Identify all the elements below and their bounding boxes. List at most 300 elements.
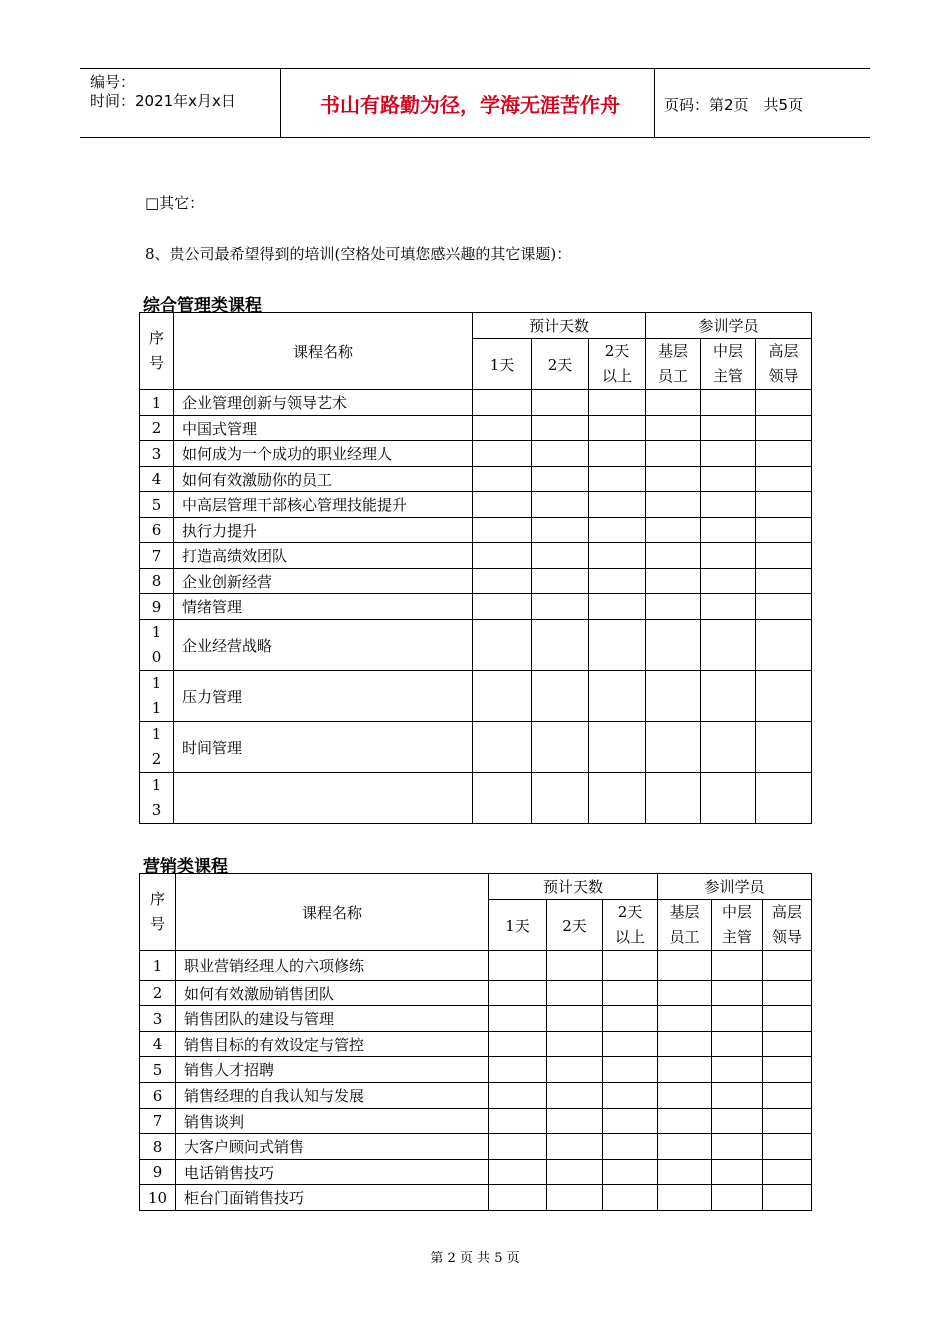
row-seq-text: 9 (151, 597, 162, 616)
base-staff-checkbox-cell[interactable] (658, 1109, 712, 1134)
row-seq (140, 1006, 176, 1032)
table-row (140, 543, 812, 569)
day2plus-checkbox-cell[interactable] (589, 441, 646, 467)
day1-header-text: 1天 (505, 916, 530, 935)
row-seq (140, 981, 176, 1006)
middle-manager-checkbox-cell[interactable] (701, 492, 756, 518)
table-row (140, 441, 812, 467)
table-row (140, 1134, 812, 1160)
day2-header-text: 2天 (562, 916, 587, 935)
base-staff-checkbox-cell[interactable] (658, 1057, 712, 1083)
table-row (140, 1006, 812, 1032)
day2plus-checkbox-cell[interactable] (589, 620, 646, 671)
row-seq-text: 4 (152, 1035, 163, 1053)
day1-checkbox-cell[interactable] (489, 1032, 547, 1057)
day2-checkbox-cell[interactable] (547, 951, 603, 981)
day2-checkbox-cell[interactable] (547, 1006, 603, 1032)
day2-header (547, 900, 603, 951)
base-staff-checkbox-cell[interactable] (646, 773, 701, 824)
course-name (176, 1185, 489, 1211)
row-seq (140, 467, 174, 492)
day2plus-checkbox-cell[interactable] (603, 1160, 658, 1185)
day2-checkbox-cell[interactable] (532, 492, 589, 518)
course-name-text: 销售经理的自我认知与发展 (184, 1087, 365, 1105)
senior-leader-checkbox-cell[interactable] (756, 594, 812, 620)
day2plus-header (603, 900, 658, 951)
day2-checkbox-cell[interactable] (547, 1083, 603, 1109)
course-name (174, 492, 473, 518)
row-seq-text: 6 (151, 521, 162, 539)
row-seq-text: 6 (152, 1086, 163, 1105)
day1-checkbox-cell[interactable] (489, 1185, 547, 1211)
day1-checkbox-cell[interactable] (473, 722, 532, 773)
base-staff-header (646, 339, 701, 390)
day2plus-checkbox-cell[interactable] (589, 722, 646, 773)
day1-checkbox-cell[interactable] (473, 543, 532, 569)
middle-manager-checkbox-cell[interactable] (701, 620, 756, 671)
section2-title: 营销类课程 (143, 857, 228, 877)
number-label: 编号： (90, 73, 136, 91)
course-name (174, 594, 473, 620)
day1-checkbox-cell[interactable] (489, 1083, 547, 1109)
senior-leader-checkbox-cell[interactable] (763, 1185, 812, 1211)
day2plus-checkbox-cell[interactable] (603, 1057, 658, 1083)
base-staff-checkbox-cell[interactable] (658, 1185, 712, 1211)
day2plus-header-text: 2天 (617, 903, 643, 921)
course-name-text: 职业营销经理人的六项修练 (184, 957, 365, 975)
day1-checkbox-cell[interactable] (473, 569, 532, 594)
days-group-header-text: 预计天数 (543, 878, 604, 896)
course-name (174, 773, 473, 824)
row-seq-text: 10 (147, 1188, 168, 1207)
course-name (174, 441, 473, 467)
day2plus-checkbox-cell[interactable] (603, 1109, 658, 1134)
row-seq (140, 1083, 176, 1109)
row-seq-text: 5 (152, 1060, 163, 1079)
course-name (176, 1032, 489, 1057)
page-header (80, 68, 870, 138)
table-row (140, 416, 812, 441)
day2-checkbox-cell[interactable] (547, 1032, 603, 1057)
base-staff-header-text: 员工 (669, 928, 700, 946)
base-staff-checkbox-cell[interactable] (646, 467, 701, 492)
day2-header-text: 2天 (547, 355, 573, 374)
senior-leader-checkbox-cell[interactable] (763, 1057, 812, 1083)
middle-manager-checkbox-cell[interactable] (712, 1185, 763, 1211)
day2plus-checkbox-cell[interactable] (603, 1185, 658, 1211)
senior-leader-checkbox-cell[interactable] (756, 773, 812, 824)
row-seq-text: 1 (152, 956, 163, 975)
day2-checkbox-cell[interactable] (532, 722, 589, 773)
course-name-text: 销售人才招聘 (184, 1061, 275, 1079)
senior-leader-checkbox-cell[interactable] (763, 1083, 812, 1109)
base-staff-checkbox-cell[interactable] (646, 671, 701, 722)
course-name (174, 620, 473, 671)
row-seq-text: 1 (151, 776, 162, 794)
day1-checkbox-cell[interactable] (473, 594, 532, 620)
table-row (140, 390, 812, 416)
table-row (140, 620, 812, 671)
middle-manager-checkbox-cell[interactable] (712, 1006, 763, 1032)
course-name-text: 电话销售技巧 (184, 1163, 275, 1182)
base-staff-checkbox-cell[interactable] (646, 543, 701, 569)
course-name-text: 时间管理 (182, 738, 243, 757)
course-name (176, 1057, 489, 1083)
base-staff-checkbox-cell[interactable] (658, 951, 712, 981)
seq-header (140, 874, 176, 951)
day2-checkbox-cell[interactable] (532, 620, 589, 671)
course-name-text: 如何有效激励你的员工 (182, 470, 333, 489)
row-seq-text: 9 (152, 1163, 163, 1181)
course-name-text: 企业经营战略 (182, 636, 273, 655)
base-staff-checkbox-cell[interactable] (646, 441, 701, 467)
day1-checkbox-cell[interactable] (489, 981, 547, 1006)
senior-leader-checkbox-cell[interactable] (756, 416, 812, 441)
header-divider (280, 69, 281, 137)
senior-leader-header-text: 高层 (772, 903, 803, 921)
middle-manager-checkbox-cell[interactable] (712, 1160, 763, 1185)
course-name (176, 1083, 489, 1109)
page-info: 页码：第2页 共5页 (664, 96, 804, 114)
day2plus-checkbox-cell[interactable] (589, 543, 646, 569)
day1-checkbox-cell[interactable] (473, 390, 532, 416)
row-seq-text: 4 (151, 470, 162, 488)
course-name (174, 543, 473, 569)
base-staff-header-text: 员工 (658, 367, 689, 385)
day2-checkbox-cell[interactable] (532, 518, 589, 543)
senior-leader-checkbox-cell[interactable] (756, 441, 812, 467)
middle-manager-checkbox-cell[interactable] (712, 981, 763, 1006)
table-row (140, 1032, 812, 1057)
day1-checkbox-cell[interactable] (489, 1109, 547, 1134)
row-seq (140, 543, 174, 569)
row-seq (140, 594, 174, 620)
day2plus-checkbox-cell[interactable] (603, 1134, 658, 1160)
row-seq (140, 1109, 176, 1134)
day2plus-header-text: 2天 (604, 342, 630, 360)
row-seq (140, 1185, 176, 1211)
middle-manager-checkbox-cell[interactable] (712, 951, 763, 981)
middle-manager-header-text: 中层 (713, 342, 744, 360)
table-row (140, 1109, 812, 1134)
day1-checkbox-cell[interactable] (473, 441, 532, 467)
row-seq-text: 5 (151, 495, 162, 514)
course-name-text: 如何成为一个成功的职业经理人 (182, 445, 393, 463)
table-row (140, 981, 812, 1006)
middle-manager-checkbox-cell[interactable] (701, 441, 756, 467)
day1-header (489, 900, 547, 951)
table-row (140, 1083, 812, 1109)
base-staff-checkbox-cell[interactable] (646, 569, 701, 594)
senior-leader-checkbox-cell[interactable] (756, 492, 812, 518)
table-header-row (140, 313, 812, 339)
senior-leader-checkbox-cell[interactable] (756, 620, 812, 671)
day2plus-checkbox-cell[interactable] (589, 671, 646, 722)
course-name-text: 情绪管理 (182, 598, 243, 616)
row-seq-text: 2 (151, 419, 162, 437)
senior-leader-checkbox-cell[interactable] (756, 518, 812, 543)
base-staff-checkbox-cell[interactable] (658, 981, 712, 1006)
row-seq-text: 1 (151, 725, 162, 743)
day2plus-checkbox-cell[interactable] (589, 390, 646, 416)
middle-manager-checkbox-cell[interactable] (701, 467, 756, 492)
day1-checkbox-cell[interactable] (473, 773, 532, 824)
base-staff-header (658, 900, 712, 951)
day2-checkbox-cell[interactable] (532, 467, 589, 492)
day2plus-checkbox-cell[interactable] (589, 416, 646, 441)
middle-manager-header (701, 339, 756, 390)
course-name-header (176, 874, 489, 951)
row-seq-text: 2 (151, 750, 162, 768)
senior-leader-checkbox-cell[interactable] (763, 951, 812, 981)
row-seq (140, 620, 174, 671)
base-staff-checkbox-cell[interactable] (658, 1160, 712, 1185)
day2plus-checkbox-cell[interactable] (603, 981, 658, 1006)
day1-checkbox-cell[interactable] (473, 416, 532, 441)
course-name (174, 416, 473, 441)
base-staff-checkbox-cell[interactable] (646, 518, 701, 543)
day2-checkbox-cell[interactable] (532, 773, 589, 824)
row-seq (140, 951, 176, 981)
course-name (174, 518, 473, 543)
row-seq-text: 1 (151, 674, 162, 692)
middle-manager-checkbox-cell[interactable] (701, 416, 756, 441)
day2plus-checkbox-cell[interactable] (589, 569, 646, 594)
day2-checkbox-cell[interactable] (532, 569, 589, 594)
row-seq (140, 773, 174, 824)
day2plus-header (589, 339, 646, 390)
day2-checkbox-cell[interactable] (547, 1160, 603, 1185)
day2-checkbox-cell[interactable] (532, 594, 589, 620)
page-footer: 第 2 页 共 5 页 (430, 1251, 520, 1266)
table-row (140, 1185, 812, 1211)
middle-manager-header-text: 中层 (722, 903, 753, 921)
day2plus-checkbox-cell[interactable] (589, 518, 646, 543)
question-8: 8、贵公司最希望得到的培训(空格处可填您感兴趣的其它课题)： (145, 245, 572, 263)
base-staff-header-text: 基层 (669, 903, 700, 921)
course-name-text: 柜台门面销售技巧 (184, 1189, 305, 1207)
day1-header-text: 1天 (489, 355, 515, 374)
seq-header-text: 序 (148, 329, 164, 347)
senior-leader-checkbox-cell[interactable] (756, 390, 812, 416)
day1-checkbox-cell[interactable] (489, 1057, 547, 1083)
row-seq (140, 492, 174, 518)
row-seq (140, 1160, 176, 1185)
course-name (176, 1006, 489, 1032)
row-seq-text: 7 (151, 546, 162, 565)
day1-checkbox-cell[interactable] (473, 518, 532, 543)
row-seq (140, 441, 174, 467)
table-row (140, 951, 812, 981)
day2plus-checkbox-cell[interactable] (603, 951, 658, 981)
middle-manager-checkbox-cell[interactable] (701, 671, 756, 722)
day2-checkbox-cell[interactable] (547, 1057, 603, 1083)
course-name (174, 390, 473, 416)
middle-manager-checkbox-cell[interactable] (701, 773, 756, 824)
day2-checkbox-cell[interactable] (547, 1134, 603, 1160)
senior-leader-checkbox-cell[interactable] (763, 1109, 812, 1134)
senior-leader-checkbox-cell[interactable] (756, 671, 812, 722)
course-name-text: 中国式管理 (182, 419, 258, 438)
middle-manager-header-text: 主管 (713, 367, 744, 385)
day1-checkbox-cell[interactable] (473, 620, 532, 671)
row-seq-text: 1 (151, 393, 162, 412)
day2-checkbox-cell[interactable] (532, 671, 589, 722)
course-name-text: 执行力提升 (182, 521, 258, 540)
senior-leader-checkbox-cell[interactable] (763, 981, 812, 1006)
senior-leader-checkbox-cell[interactable] (763, 1160, 812, 1185)
day2plus-header-text: 以上 (602, 367, 633, 385)
course-name (176, 951, 489, 981)
base-staff-checkbox-cell[interactable] (658, 1083, 712, 1109)
row-seq-text: 3 (151, 444, 162, 463)
senior-leader-checkbox-cell[interactable] (756, 467, 812, 492)
base-staff-checkbox-cell[interactable] (646, 492, 701, 518)
row-seq (140, 671, 174, 722)
row-seq (140, 1032, 176, 1057)
row-seq (140, 416, 174, 441)
row-seq (140, 518, 174, 543)
row-seq-text: 8 (152, 1137, 163, 1156)
row-seq-text: 1 (151, 699, 162, 717)
course-name (176, 1160, 489, 1185)
course-name (174, 722, 473, 773)
day2plus-checkbox-cell[interactable] (603, 1032, 658, 1057)
other-option: □其它： (145, 194, 205, 212)
days-group-header (489, 874, 658, 900)
course-name-text: 如何有效激励销售团队 (184, 984, 335, 1003)
day2plus-header-text: 以上 (615, 928, 646, 946)
base-staff-checkbox-cell[interactable] (646, 722, 701, 773)
senior-leader-header (756, 339, 812, 390)
time-label: 时间：2021年x月x日 (90, 92, 236, 110)
day1-checkbox-cell[interactable] (489, 951, 547, 981)
section1-title: 综合管理类课程 (143, 296, 262, 316)
senior-leader-checkbox-cell[interactable] (756, 543, 812, 569)
base-staff-checkbox-cell[interactable] (658, 1006, 712, 1032)
seq-header-text: 号 (148, 354, 164, 372)
row-seq (140, 1057, 176, 1083)
day2-checkbox-cell[interactable] (532, 441, 589, 467)
table-row (140, 569, 812, 594)
middle-manager-checkbox-cell[interactable] (701, 543, 756, 569)
days-group-header-text: 预计天数 (529, 317, 590, 335)
day2plus-checkbox-cell[interactable] (589, 773, 646, 824)
day2-checkbox-cell[interactable] (547, 981, 603, 1006)
row-seq (140, 1134, 176, 1160)
course-name (174, 671, 473, 722)
senior-leader-header-text: 领导 (772, 928, 803, 946)
day2plus-checkbox-cell[interactable] (603, 1083, 658, 1109)
base-staff-checkbox-cell[interactable] (658, 1134, 712, 1160)
day1-checkbox-cell[interactable] (473, 467, 532, 492)
course-name-text: 销售团队的建设与管理 (184, 1010, 335, 1028)
day1-checkbox-cell[interactable] (489, 1134, 547, 1160)
day2plus-checkbox-cell[interactable] (589, 594, 646, 620)
base-staff-header-text: 基层 (658, 342, 689, 360)
row-seq-text: 1 (151, 623, 162, 641)
middle-manager-header-text: 主管 (722, 928, 753, 946)
base-staff-checkbox-cell[interactable] (658, 1032, 712, 1057)
table-row (140, 671, 812, 722)
trainees-group-header (658, 874, 812, 900)
day2-checkbox-cell[interactable] (547, 1109, 603, 1134)
course-name-header (174, 313, 473, 390)
senior-leader-header-text: 高层 (768, 342, 799, 360)
row-seq-text: 2 (152, 984, 163, 1002)
senior-leader-checkbox-cell[interactable] (763, 1006, 812, 1032)
course-table-marketing (139, 873, 812, 1211)
day1-checkbox-cell[interactable] (473, 671, 532, 722)
senior-leader-header (763, 900, 812, 951)
base-staff-checkbox-cell[interactable] (646, 594, 701, 620)
course-name-text: 中高层管理干部核心管理技能提升 (182, 496, 408, 514)
course-name-text: 压力管理 (182, 687, 243, 706)
middle-manager-checkbox-cell[interactable] (701, 722, 756, 773)
senior-leader-checkbox-cell[interactable] (756, 569, 812, 594)
course-name-text: 企业管理创新与领导艺术 (182, 394, 348, 412)
course-name-header-text: 课程名称 (292, 342, 353, 361)
table-row (140, 467, 812, 492)
day2-checkbox-cell[interactable] (532, 390, 589, 416)
course-name-header-text: 课程名称 (301, 903, 362, 922)
days-group-header (473, 313, 646, 339)
row-seq-text: 8 (151, 572, 162, 590)
middle-manager-checkbox-cell[interactable] (701, 594, 756, 620)
day2-header (532, 339, 589, 390)
row-seq-text: 3 (151, 801, 162, 819)
senior-leader-checkbox-cell[interactable] (763, 1134, 812, 1160)
course-name-text: 大客户顾问式销售 (184, 1138, 305, 1156)
course-table-general-management (139, 312, 812, 824)
senior-leader-checkbox-cell[interactable] (763, 1032, 812, 1057)
day1-checkbox-cell[interactable] (489, 1006, 547, 1032)
row-seq-text: 7 (152, 1112, 163, 1130)
base-staff-checkbox-cell[interactable] (646, 620, 701, 671)
course-name (174, 467, 473, 492)
day2-checkbox-cell[interactable] (532, 416, 589, 441)
middle-manager-checkbox-cell[interactable] (712, 1109, 763, 1134)
day2-checkbox-cell[interactable] (547, 1185, 603, 1211)
table-row (140, 1160, 812, 1185)
day2-checkbox-cell[interactable] (532, 543, 589, 569)
middle-manager-checkbox-cell[interactable] (712, 1057, 763, 1083)
middle-manager-checkbox-cell[interactable] (712, 1032, 763, 1057)
day2plus-checkbox-cell[interactable] (589, 492, 646, 518)
header-divider (654, 69, 655, 137)
row-seq (140, 722, 174, 773)
middle-manager-checkbox-cell[interactable] (712, 1134, 763, 1160)
course-name (174, 569, 473, 594)
course-name-text: 销售目标的有效设定与管控 (184, 1035, 365, 1054)
day1-checkbox-cell[interactable] (473, 492, 532, 518)
day2plus-checkbox-cell[interactable] (589, 467, 646, 492)
course-name (176, 1134, 489, 1160)
base-staff-checkbox-cell[interactable] (646, 390, 701, 416)
seq-header-text: 号 (149, 915, 165, 933)
middle-manager-checkbox-cell[interactable] (701, 569, 756, 594)
base-staff-checkbox-cell[interactable] (646, 416, 701, 441)
table-row (140, 722, 812, 773)
day2plus-checkbox-cell[interactable] (603, 1006, 658, 1032)
header-meta (90, 73, 236, 111)
middle-manager-checkbox-cell[interactable] (701, 390, 756, 416)
day1-checkbox-cell[interactable] (489, 1160, 547, 1185)
middle-manager-checkbox-cell[interactable] (701, 518, 756, 543)
senior-leader-checkbox-cell[interactable] (756, 722, 812, 773)
middle-manager-checkbox-cell[interactable] (712, 1083, 763, 1109)
course-name-text: 打造高绩效团队 (182, 547, 288, 565)
